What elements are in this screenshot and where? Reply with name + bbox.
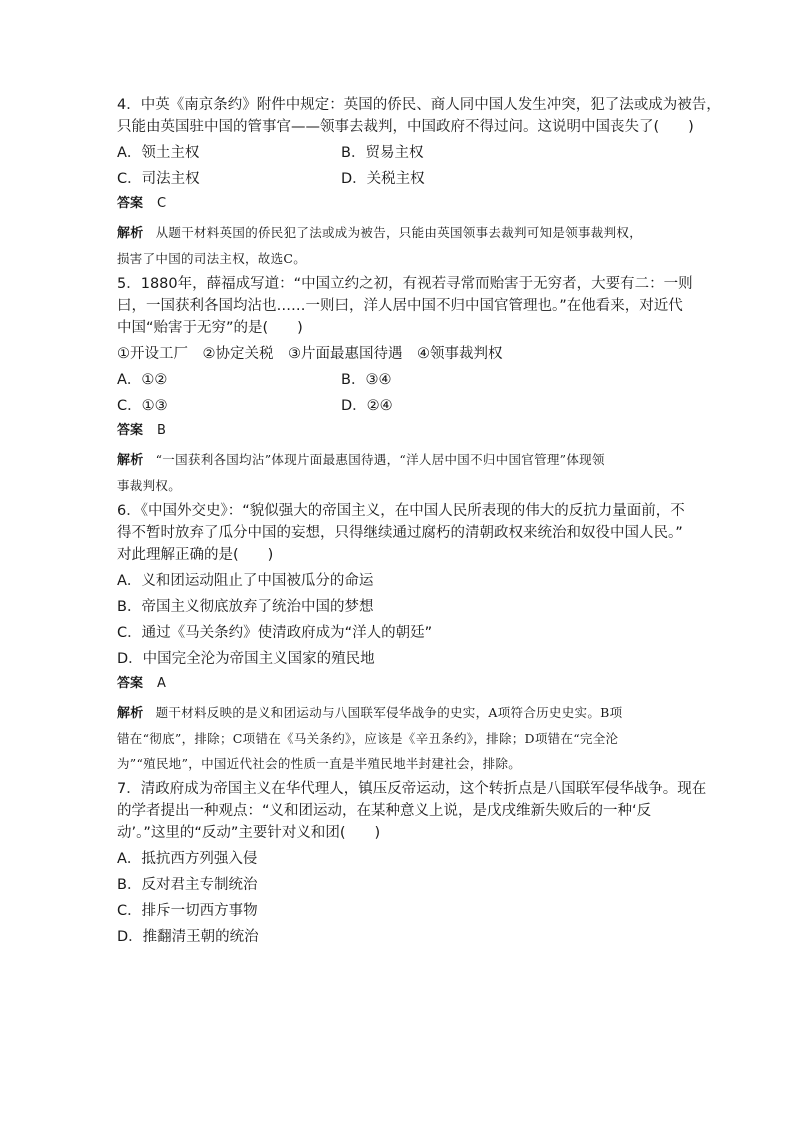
explanation-label: 解析 — [117, 706, 144, 721]
explanation-label: 解析 — [117, 453, 144, 468]
explanation-text: 题干材料反映的是义和团运动与八国联军侵华战争的史实，A项符合历史史实。B项 — [155, 705, 623, 720]
question-text-line: 的学者提出一种观点：“义和团运动，在某种意义上说，是戊戌维新失败后的一种‘反 — [117, 803, 652, 819]
explanation-line: 事裁判权。 — [117, 478, 182, 493]
option-b: B．③④ — [341, 372, 392, 388]
explanation-label: 解析 — [117, 226, 144, 241]
option-d: D．关税主权 — [341, 171, 425, 187]
question-text-line: 得不暂时放弃了瓜分中国的妄想，只得继续通过腐朽的清朝政权来统治和奴役中国人民。” — [117, 525, 683, 541]
question-text-line: 曰，一国获利各国均沾也……一则曰，洋人居中国不归中国官管理也。”在他看来，对近代 — [117, 298, 683, 314]
question-text-line: 7．清政府成为帝国主义在华代理人，镇压反帝运动，这个转折点是八国联军侵华战争。现在 — [117, 781, 707, 797]
question-text-line: 对此理解正确的是( ) — [117, 547, 274, 563]
option-d: D．②④ — [341, 398, 393, 414]
option-b: B．贸易主权 — [341, 145, 424, 161]
option-c: C．司法主权 — [117, 171, 200, 187]
question-text-line: 动’。”这里的“反动”主要针对义和团( ) — [117, 825, 381, 841]
explanation-text: 从题干材料英国的侨民犯了法或成为被告，只能由英国领事去裁判可知是领事裁判权， — [155, 225, 643, 240]
options-row — [117, 142, 683, 164]
question-7 — [117, 778, 707, 948]
answer-line — [117, 194, 683, 214]
option-a: A．领土主权 — [117, 145, 200, 161]
question-text-line: 4．中英《南京条约》附件中规定：英国的侨民、商人同中国人发生冲突，犯了法或成为被告， — [117, 97, 721, 113]
option-a: A．抵抗西方列强入侵 — [117, 851, 258, 867]
question-5 — [117, 273, 693, 498]
options-row — [117, 395, 683, 417]
answer-label: 答案 — [117, 196, 144, 211]
question-4 — [117, 94, 721, 271]
explanation-line: 错在“彻底”，排除；C项错在《马关条约》，应该是《辛丑条约》，排除；D项错在“完全沦 — [117, 731, 619, 746]
option-a: A．义和团运动阻止了中国被瓜分的命运 — [117, 573, 374, 589]
answer-line — [117, 674, 683, 694]
option-b: B．帝国主义彻底放弃了统治中国的梦想 — [117, 599, 374, 615]
option-d: D．推翻清王朝的统治 — [117, 929, 259, 945]
option-c: C．通过《马关条约》使清政府成为“洋人的朝廷” — [117, 625, 433, 641]
answer-line — [117, 421, 683, 441]
explanation-line — [117, 700, 683, 726]
question-choices-line: ①开设工厂 ②协定关税 ③片面最惠国待遇 ④领事裁判权 — [117, 346, 503, 362]
question-6 — [117, 500, 683, 776]
answer-value: B — [157, 423, 166, 438]
option-c: C．①③ — [117, 398, 168, 414]
question-text-line: 只能由英国驻中国的管事官——领事去裁判，中国政府不得过问。这说明中国丧失了( ) — [117, 119, 694, 135]
explanation-text: “一国获利各国均沾”体现片面最惠国待遇，“洋人居中国不归中国官管理”体现领 — [155, 452, 605, 467]
question-text-line: 中国“贻害于无穷”的是( ) — [117, 320, 303, 336]
option-d: D．中国完全沦为帝国主义国家的殖民地 — [117, 651, 375, 667]
explanation-line: 损害了中国的司法主权，故选C。 — [117, 251, 307, 266]
answer-value: C — [157, 196, 167, 211]
explanation-line — [117, 220, 683, 246]
options-row — [117, 168, 683, 190]
options-row — [117, 369, 683, 391]
answer-label: 答案 — [117, 676, 144, 691]
document-page — [117, 94, 721, 952]
option-a: A．①② — [117, 372, 168, 388]
explanation-line: 为”“殖民地”，中国近代社会的性质一直是半殖民地半封建社会，排除。 — [117, 756, 522, 771]
answer-label: 答案 — [117, 423, 144, 438]
explanation-line — [117, 447, 683, 473]
question-text-line: 5．1880年，薛福成写道：“中国立约之初，有视若寻常而贻害于无穷者，大要有二：一则 — [117, 276, 693, 292]
option-b: B．反对君主专制统治 — [117, 877, 258, 893]
option-c: C．排斥一切西方事物 — [117, 903, 258, 919]
question-text-line: 6．《中国外交史》：“貌似强大的帝国主义，在中国人民所表现的伟大的反抗力量面前，不 — [117, 503, 685, 519]
answer-value: A — [157, 676, 166, 691]
